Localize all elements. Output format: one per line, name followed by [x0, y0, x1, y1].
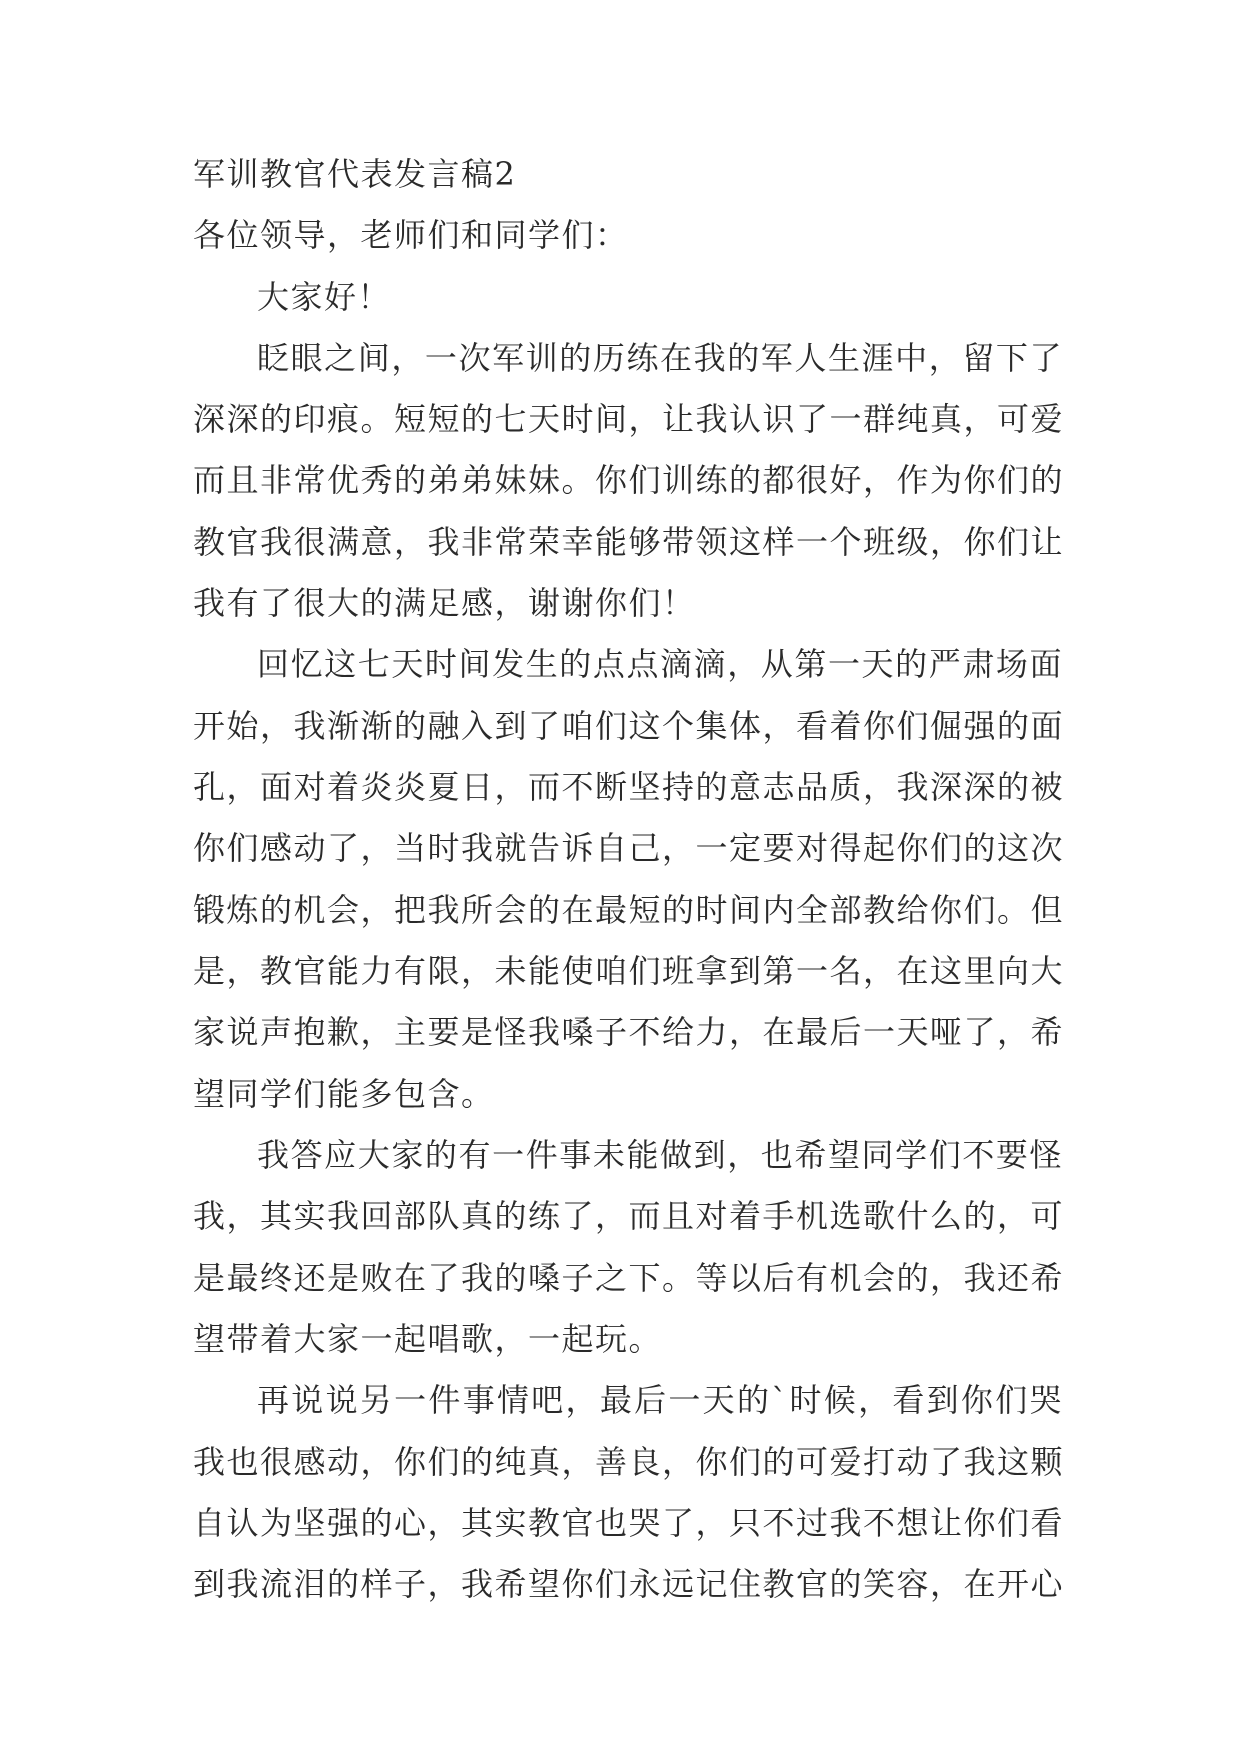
paragraph-2-line-2: 开始，我渐渐的融入到了咱们这个集体，看着你们倔强的面: [193, 707, 1065, 745]
paragraph-1-line-4: 教官我很满意，我非常荣幸能够带领这样一个班级，你们让: [193, 523, 1065, 561]
paragraph-2-line-7: 家说声抱歉，主要是怪我嗓子不给力，在最后一天哑了，希: [193, 1013, 1065, 1051]
paragraph-3-line-2: 我，其实我回部队真的练了，而且对着手机选歌什么的，可: [193, 1197, 1065, 1235]
paragraph-2-line-8: 望同学们能多包含。: [193, 1075, 495, 1113]
paragraph-3-line-4: 望带着大家一起唱歌，一起玩。: [193, 1320, 663, 1358]
paragraph-1-line-2: 深深的印痕。短短的七天时间，让我认识了一群纯真，可爱: [193, 400, 1065, 438]
paragraph-4-line-3: 自认为坚强的心，其实教官也哭了，只不过我不想让你们看: [193, 1504, 1065, 1542]
paragraph-4-line-4: 到我流泪的样子，我希望你们永远记住教官的笑容，在开心: [193, 1565, 1065, 1603]
paragraph-2-line-3: 孔，面对着炎炎夏日，而不断坚持的意志品质，我深深的被: [193, 768, 1065, 806]
paragraph-1-line-5: 我有了很大的满足感，谢谢你们！: [193, 584, 696, 622]
paragraph-2-line-6: 是，教官能力有限，未能使咱们班拿到第一名，在这里向大: [193, 952, 1065, 990]
paragraph-2-line-5: 锻炼的机会，把我所会的在最短的时间内全部教给你们。但: [193, 891, 1065, 929]
document-title: 军训教官代表发言稿2: [193, 155, 517, 193]
paragraph-2-line-1: 回忆这七天时间发生的点点滴滴，从第一天的严肃场面: [257, 645, 1063, 683]
paragraph-4-line-1: 再说说另一件事情吧，最后一天的`时候，看到你们哭: [257, 1381, 1063, 1419]
greeting: 大家好！: [257, 278, 392, 316]
paragraph-3-line-1: 我答应大家的有一件事未能做到，也希望同学们不要怪: [257, 1136, 1063, 1174]
paragraph-3-line-3: 是最终还是败在了我的嗓子之下。等以后有机会的，我还希: [193, 1259, 1065, 1297]
paragraph-4-line-2: 我也很感动，你们的纯真，善良，你们的可爱打动了我这颗: [193, 1443, 1065, 1481]
salutation: 各位领导，老师们和同学们：: [193, 216, 629, 254]
paragraph-1-line-1: 眨眼之间，一次军训的历练在我的军人生涯中，留下了: [257, 339, 1063, 377]
paragraph-1-line-3: 而且非常优秀的弟弟妹妹。你们训练的都很好，作为你们的: [193, 461, 1065, 499]
paragraph-2-line-4: 你们感动了，当时我就告诉自己，一定要对得起你们的这次: [193, 829, 1065, 867]
